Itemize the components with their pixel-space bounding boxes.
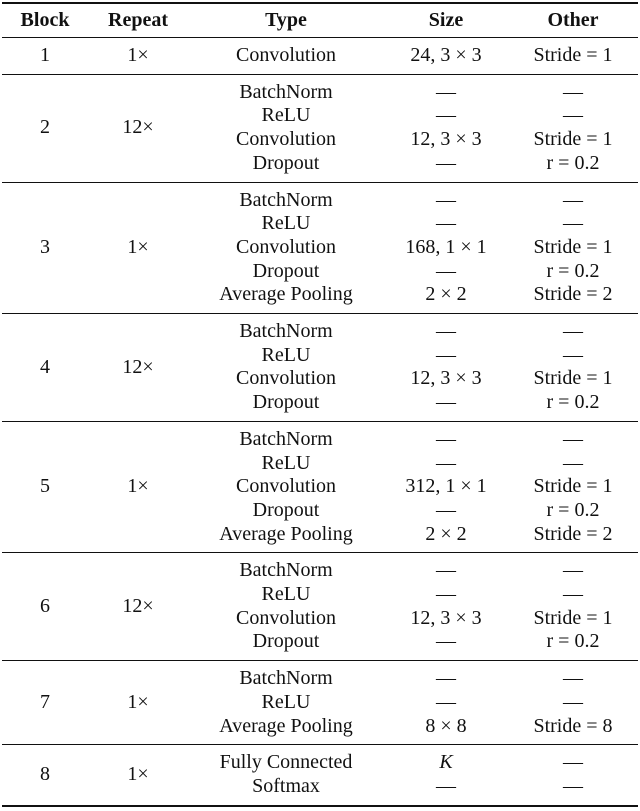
- layer-size: —: [436, 320, 456, 343]
- type-cell: [188, 553, 384, 661]
- layer-type: Convolution: [235, 606, 336, 629]
- table-row: [2, 38, 638, 75]
- layer-type: Average Pooling: [219, 522, 353, 545]
- repeat-count: 12×: [122, 355, 154, 378]
- layer-size: —: [436, 667, 456, 690]
- table-row: [2, 745, 638, 806]
- other-cell: [508, 182, 638, 314]
- layer-type: BatchNorm: [239, 320, 333, 343]
- table-row: [2, 74, 638, 182]
- layer-size: 12, 3 × 3: [410, 606, 482, 629]
- table-row: [2, 314, 638, 422]
- repeat-count: 1×: [127, 690, 149, 713]
- header-other: Other: [547, 9, 599, 31]
- repeat-count: 1×: [127, 475, 149, 498]
- layer-other: —: [563, 583, 583, 606]
- table-row: [2, 182, 638, 314]
- layer-type: ReLU: [261, 104, 311, 127]
- size-cell: [384, 314, 508, 422]
- type-cell: [188, 745, 384, 806]
- layer-other: —: [563, 667, 583, 690]
- layer-other: —: [563, 774, 583, 797]
- size-cell: [384, 745, 508, 806]
- layer-type: Dropout: [252, 259, 320, 282]
- other-cell: [508, 553, 638, 661]
- layer-type: ReLU: [261, 212, 311, 235]
- layer-other: r = 0.2: [546, 498, 600, 521]
- layer-type: ReLU: [261, 583, 311, 606]
- other-cell: [508, 661, 638, 745]
- layer-size: —: [436, 498, 456, 521]
- header-size: Size: [428, 9, 464, 31]
- block-number: 5: [40, 475, 50, 498]
- repeat-count: 12×: [122, 594, 154, 617]
- other-cell: [508, 314, 638, 422]
- layer-other: Stride = 1: [533, 235, 613, 258]
- layer-size: K: [439, 751, 453, 774]
- layer-other: Stride = 8: [533, 714, 613, 737]
- other-cell: [508, 38, 638, 75]
- layer-size: 168, 1 × 1: [405, 235, 487, 258]
- repeat-count: 1×: [127, 763, 149, 786]
- block-number: 4: [40, 355, 50, 378]
- other-cell: [508, 745, 638, 806]
- layer-other: Stride = 1: [533, 44, 613, 66]
- layer-size: 8 × 8: [425, 714, 467, 737]
- layer-size: —: [436, 343, 456, 366]
- layer-type: Convolution: [235, 235, 336, 258]
- repeat-count: 1×: [127, 44, 149, 66]
- layer-type: Dropout: [252, 498, 320, 521]
- repeat-count: 12×: [122, 116, 154, 139]
- block-number: 8: [40, 763, 50, 786]
- table-row: [2, 553, 638, 661]
- layer-other: —: [563, 80, 583, 103]
- block-number: 1: [40, 44, 50, 66]
- size-cell: [384, 38, 508, 75]
- layer-other: —: [563, 751, 583, 774]
- layer-type: Convolution: [235, 367, 336, 390]
- layer-type: BatchNorm: [239, 667, 333, 690]
- layer-size: —: [436, 559, 456, 582]
- layer-type: Fully Connected: [219, 751, 353, 774]
- header-block: Block: [20, 9, 70, 31]
- repeat-count: 1×: [127, 235, 149, 258]
- layer-type: Convolution: [235, 475, 336, 498]
- type-cell: [188, 421, 384, 553]
- layer-other: Stride = 1: [533, 128, 613, 151]
- layer-size: —: [436, 391, 456, 414]
- block-number: 3: [40, 235, 50, 258]
- header-repeat: Repeat: [108, 9, 168, 31]
- layer-size: —: [436, 774, 456, 797]
- layer-size: —: [436, 583, 456, 606]
- size-cell: [384, 182, 508, 314]
- layer-type: Average Pooling: [219, 283, 353, 306]
- layer-other: r = 0.2: [546, 391, 600, 414]
- layer-size: 24, 3 × 3: [410, 44, 482, 66]
- layer-other: —: [563, 188, 583, 211]
- type-cell: [188, 314, 384, 422]
- architecture-table: [2, 2, 638, 807]
- block-number: 6: [40, 594, 50, 617]
- layer-size: —: [436, 259, 456, 282]
- layer-type: Average Pooling: [219, 714, 353, 737]
- layer-other: —: [563, 104, 583, 127]
- layer-size: —: [436, 451, 456, 474]
- block-number: 7: [40, 690, 50, 713]
- layer-other: —: [563, 343, 583, 366]
- layer-type: Convolution: [235, 128, 336, 151]
- table-body: [2, 38, 638, 806]
- layer-other: —: [563, 690, 583, 713]
- header-type: Type: [265, 9, 307, 31]
- layer-other: Stride = 2: [533, 283, 613, 306]
- layer-other: Stride = 1: [533, 367, 613, 390]
- block-number: 2: [40, 116, 50, 139]
- layer-type: Dropout: [252, 630, 320, 653]
- layer-size: —: [436, 80, 456, 103]
- layer-type: BatchNorm: [239, 80, 333, 103]
- table-row: [2, 421, 638, 553]
- layer-size: 12, 3 × 3: [410, 128, 482, 151]
- layer-size: —: [436, 104, 456, 127]
- layer-size: 312, 1 × 1: [405, 475, 487, 498]
- table-row: [2, 661, 638, 745]
- layer-other: —: [563, 427, 583, 450]
- layer-type: Dropout: [252, 391, 320, 414]
- layer-size: —: [436, 188, 456, 211]
- layer-type: BatchNorm: [239, 188, 333, 211]
- layer-other: —: [563, 320, 583, 343]
- other-cell: [508, 74, 638, 182]
- layer-other: —: [563, 559, 583, 582]
- layer-type: Dropout: [252, 151, 320, 174]
- layer-other: r = 0.2: [546, 151, 600, 174]
- layer-type: BatchNorm: [239, 427, 333, 450]
- type-cell: [188, 74, 384, 182]
- layer-size: —: [436, 630, 456, 653]
- header-row: [2, 3, 638, 38]
- layer-other: Stride = 1: [533, 475, 613, 498]
- size-cell: [384, 74, 508, 182]
- layer-type: Convolution: [235, 44, 336, 66]
- layer-type: ReLU: [261, 690, 311, 713]
- type-cell: [188, 38, 384, 75]
- layer-type: Softmax: [252, 774, 320, 797]
- size-cell: [384, 421, 508, 553]
- layer-other: Stride = 1: [533, 606, 613, 629]
- layer-size: —: [436, 151, 456, 174]
- size-cell: [384, 661, 508, 745]
- layer-type: ReLU: [261, 343, 311, 366]
- size-cell: [384, 553, 508, 661]
- layer-other: —: [563, 212, 583, 235]
- layer-other: —: [563, 451, 583, 474]
- layer-size: —: [436, 212, 456, 235]
- layer-other: r = 0.2: [546, 630, 600, 653]
- other-cell: [508, 421, 638, 553]
- layer-size: —: [436, 690, 456, 713]
- layer-other: Stride = 2: [533, 522, 613, 545]
- layer-type: BatchNorm: [239, 559, 333, 582]
- layer-type: ReLU: [261, 451, 311, 474]
- type-cell: [188, 182, 384, 314]
- layer-size: 12, 3 × 3: [410, 367, 482, 390]
- layer-size: 2 × 2: [425, 283, 467, 306]
- layer-other: r = 0.2: [546, 259, 600, 282]
- layer-size: 2 × 2: [425, 522, 467, 545]
- layer-size: —: [436, 427, 456, 450]
- type-cell: [188, 661, 384, 745]
